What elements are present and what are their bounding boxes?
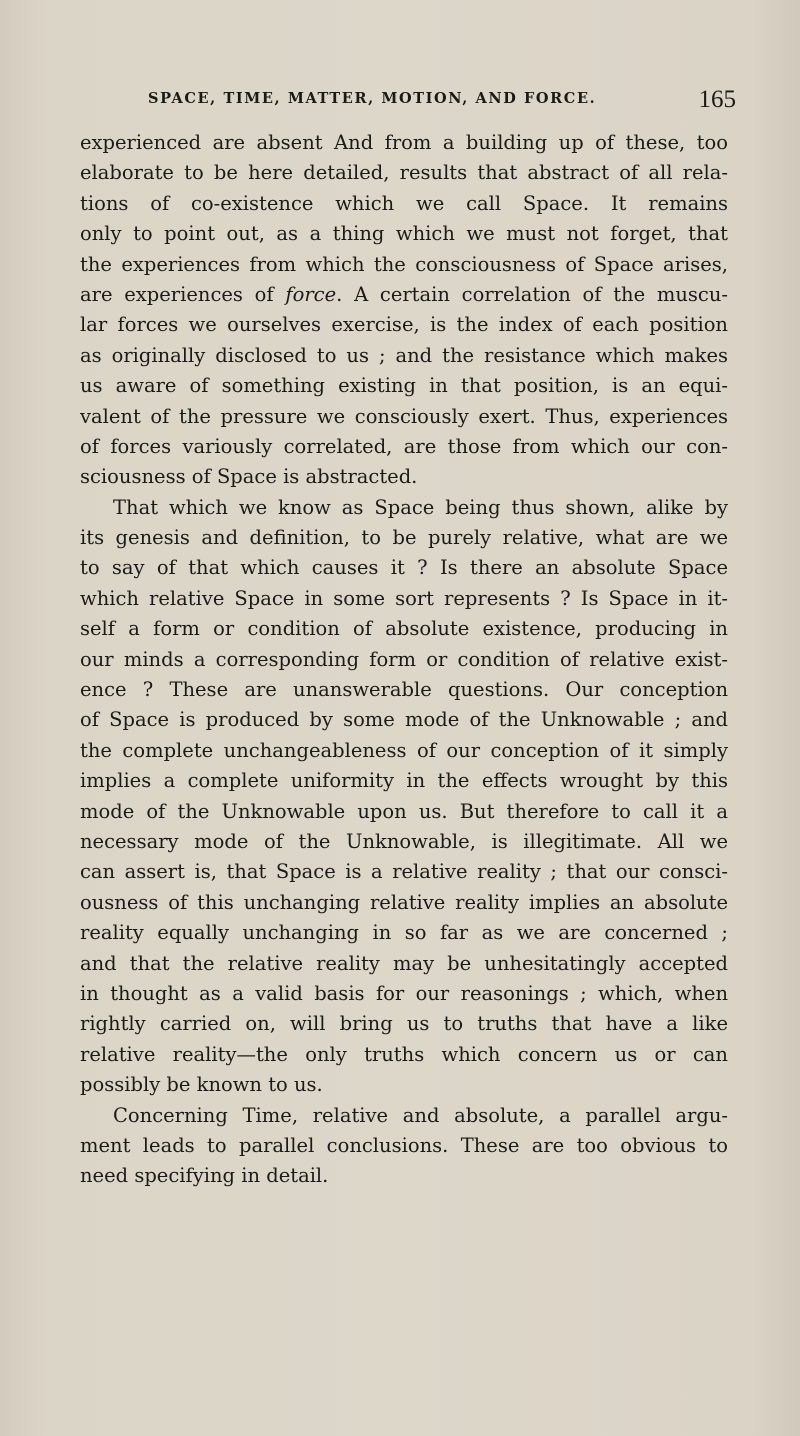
text-line: as originally disclosed to us ; and the resistance which makes [80, 343, 728, 367]
text-line: can assert is, that Space is a relative reality ; that our consci- [80, 860, 728, 884]
body-text [80, 128, 728, 1192]
text-line: mode of the Unknowable upon us. But therefore to call it a [80, 799, 728, 823]
text-line: elaborate to be here detailed, results that abstract of all rela- [80, 161, 728, 185]
text-line: implies a complete uniformity in the effects wrought by this [80, 769, 728, 793]
text-line: of forces variously correlated, are those from which our con- [80, 434, 728, 458]
text-line: the complete unchangeableness of our conception of it simply [80, 738, 728, 762]
text-line: are experiences of force. A certain correlation of the muscu- [80, 282, 729, 306]
text-line: reality equally unchanging in so far as we are concerned ; [80, 921, 728, 945]
text-line: of Space is produced by some mode of the Unknowable ; and [80, 708, 728, 732]
running-head-title: SPACE, TIME, MATTER, MOTION, AND FORCE. [148, 90, 597, 107]
text-line: necessary mode of the Unknowable, is illegitimate. All we [80, 829, 728, 853]
text-line: in thought as a valid basis for our reasonings ; which, when [80, 981, 728, 1005]
text-line: ment leads to parallel conclusions. These are too obvious to [80, 1133, 728, 1157]
paragraph-start-line: That which we know as Space being thus shown, alike by [113, 495, 728, 519]
paragraph-start-line: Concerning Time, relative and absolute, a parallel argu- [113, 1103, 728, 1127]
text-line: tions of co-existence which we call Space. It remains [80, 191, 728, 215]
text-line: rightly carried on, will bring us to truths that have a like [80, 1012, 728, 1036]
text-line: and that the relative reality may be unhesitatingly accepted [80, 951, 728, 975]
italic-word: force [285, 282, 337, 306]
text-line: valent of the pressure we consciously exert. Thus, experiences [80, 404, 728, 428]
text-line: self a form or condition of absolute existence, producing in [80, 617, 728, 641]
text-line: relative reality—the only truths which concern us or can [80, 1042, 728, 1066]
text-line: us aware of something existing in that position, is an equi- [80, 374, 728, 398]
text-line: ence ? These are unanswerable questions. Our conception [80, 678, 728, 702]
text-line: which relative Space in some sort represents ? Is Space in it- [80, 586, 728, 610]
text-line: its genesis and definition, to be purely relative, what are we [80, 526, 728, 550]
paragraph-end-line: need specifying in detail. [80, 1164, 329, 1188]
paragraph-end-line: sciousness of Space is abstracted. [80, 465, 418, 489]
text-line: lar forces we ourselves exercise, is the index of each position [80, 313, 728, 337]
text-line: experienced are absent And from a building up of these, too [80, 131, 728, 154]
page-number: 165 [698, 86, 736, 113]
paragraph-end-line: possibly be known to us. [80, 1073, 323, 1097]
text-line: ousness of this unchanging relative reality implies an absolute [80, 890, 728, 914]
text-line: only to point out, as a thing which we must not forget, that [80, 222, 728, 246]
text-line: the experiences from which the consciousness of Space arises, [80, 252, 728, 276]
text-line: to say of that which causes it ? Is there an absolute Space [80, 556, 728, 580]
running-head [148, 86, 736, 116]
text-line: our minds a corresponding form or condition of relative exist- [80, 647, 728, 671]
